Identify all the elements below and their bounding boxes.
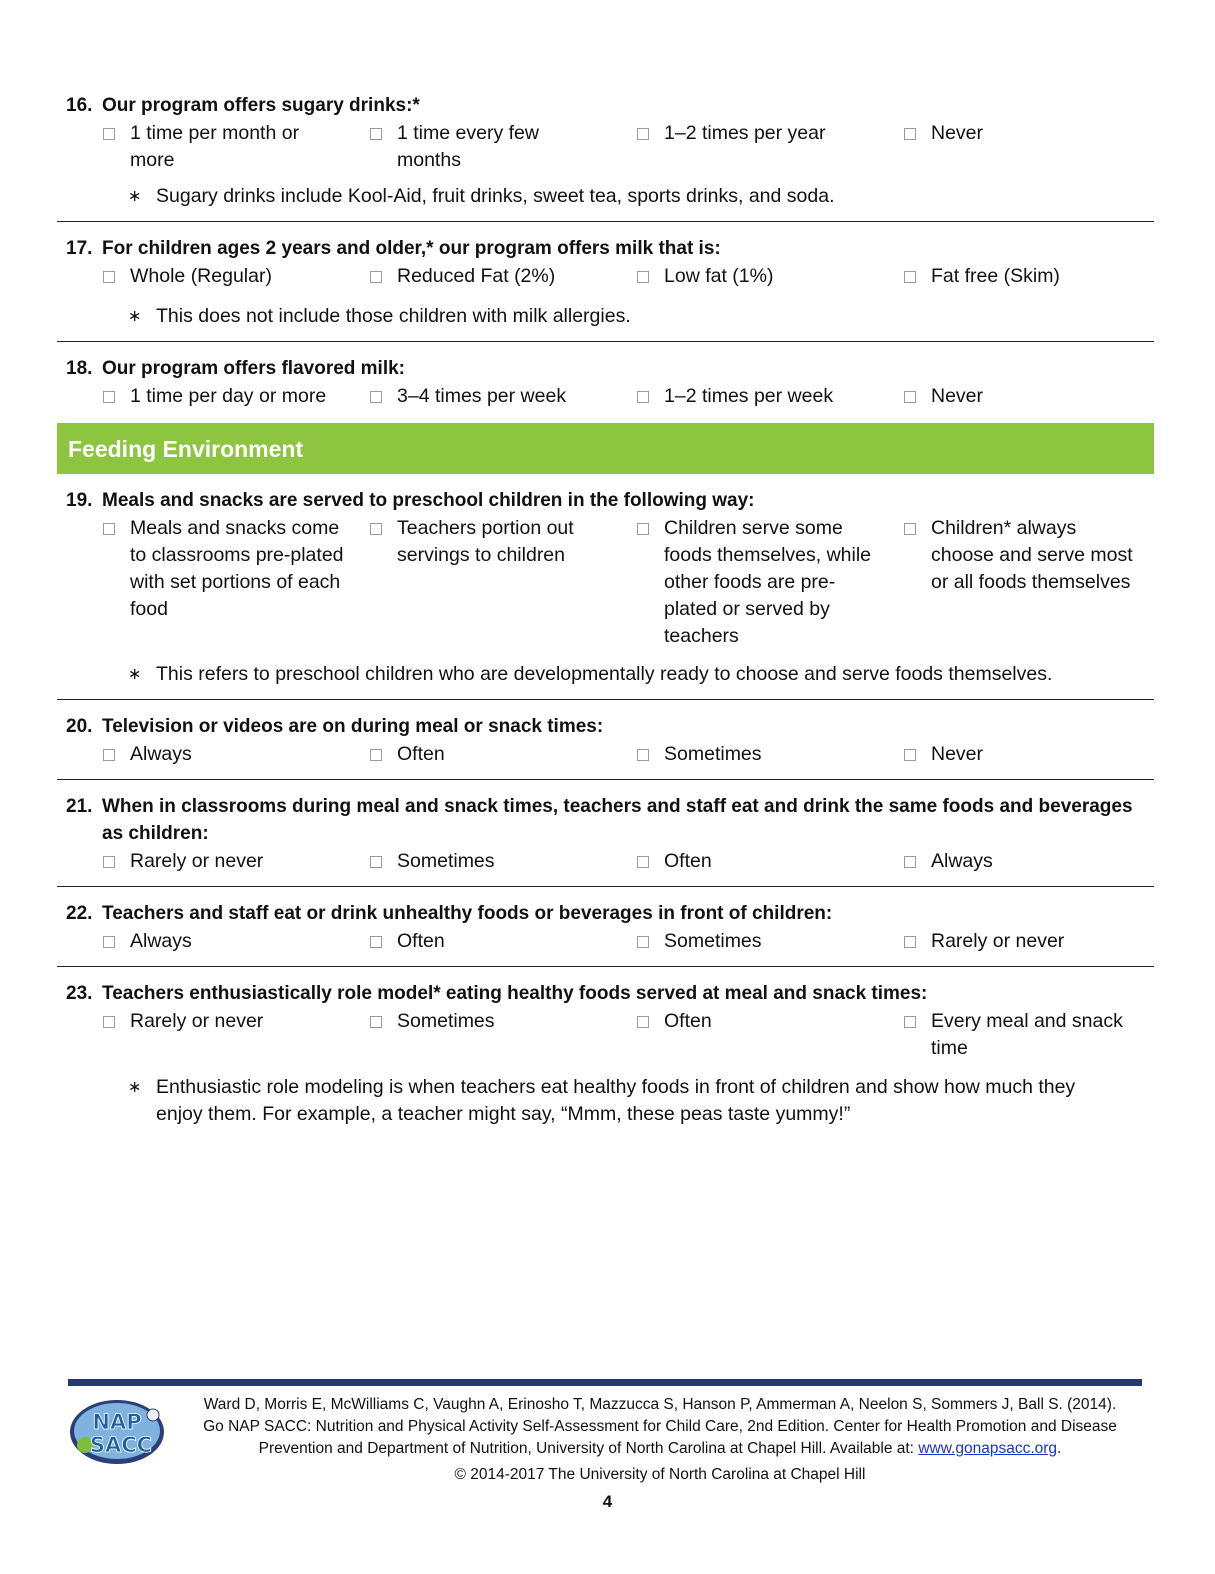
- section-header-bar: [57, 423, 1154, 474]
- question-number: 16.: [66, 95, 93, 116]
- divider: [57, 966, 1154, 967]
- q21-option-3[interactable]: Often: [637, 848, 712, 875]
- q19-option-3[interactable]: Children serve some foods themselves, while other foods are pre-plated or served by teachers: [637, 515, 880, 650]
- q18-option-2[interactable]: 3–4 times per week: [370, 383, 566, 410]
- q20-option-4[interactable]: Never: [904, 741, 983, 768]
- copyright: © 2014-2017 The University of North Carolina at Chapel Hill: [454, 1466, 866, 1483]
- checkbox[interactable]: [637, 936, 649, 948]
- checkbox[interactable]: [637, 856, 649, 868]
- page-number: 4: [602, 1492, 613, 1511]
- question-21-title-cont: as children:: [102, 823, 209, 844]
- checkbox[interactable]: [904, 523, 916, 535]
- checkbox[interactable]: [904, 391, 916, 403]
- q22-option-1[interactable]: Always: [103, 928, 192, 955]
- q19-option-2[interactable]: Teachers portion out servings to children: [370, 515, 593, 569]
- divider: [57, 221, 1154, 222]
- question-18-title: 18. Our program offers flavored milk:: [66, 358, 406, 379]
- citation-line-2: Go NAP SACC: Nutrition and Physical Activity Self-Assessment for Child Care, 2nd Edition. Center for Health Promotion and Disease: [203, 1418, 1117, 1435]
- q17-option-4[interactable]: Fat free (Skim): [904, 263, 1060, 290]
- checkbox[interactable]: [103, 271, 115, 283]
- question-text: Our program offers sugary drinks:*: [102, 95, 420, 116]
- checkbox[interactable]: [370, 749, 382, 761]
- checkbox[interactable]: [103, 936, 115, 948]
- q18-option-1[interactable]: 1 time per day or more: [103, 383, 326, 410]
- q21-option-1[interactable]: Rarely or never: [103, 848, 263, 875]
- checkbox[interactable]: [103, 749, 115, 761]
- q19-option-4[interactable]: Children* always choose and serve most or all foods themselves: [904, 515, 1143, 596]
- checkbox[interactable]: [637, 523, 649, 535]
- website-link[interactable]: www.gonapsacc.org: [918, 1440, 1058, 1457]
- q16-option-1[interactable]: 1 time per month or more: [103, 120, 343, 174]
- nap-sacc-logo-icon: [69, 1395, 169, 1467]
- checkbox[interactable]: [103, 523, 115, 535]
- checkbox[interactable]: [370, 391, 382, 403]
- logo-text-2: SACC: [89, 1433, 153, 1457]
- checkbox[interactable]: [370, 128, 382, 140]
- q16-option-3[interactable]: 1–2 times per year: [637, 120, 887, 147]
- question-22-title: 22. Teachers and staff eat or drink unhealthy foods or beverages in front of children:: [66, 903, 833, 924]
- logo-text-1: NAP: [92, 1410, 142, 1434]
- q23-option-3[interactable]: Often: [637, 1008, 712, 1035]
- q18-option-4[interactable]: Never: [904, 383, 983, 410]
- q17-option-3[interactable]: Low fat (1%): [637, 263, 773, 290]
- checkbox[interactable]: [370, 271, 382, 283]
- checkbox[interactable]: [637, 391, 649, 403]
- q22-option-3[interactable]: Sometimes: [637, 928, 762, 955]
- checkbox[interactable]: [637, 749, 649, 761]
- question-19-title: 19. Meals and snacks are served to preschool children in the following way:: [66, 490, 755, 511]
- citation-line-1: Ward D, Morris E, McWilliams C, Vaughn A, Erinosho T, Mazzucca S, Hanson P, Ammerman A, Neelon S, Sommers J, Ball S. (2014).: [203, 1396, 1117, 1413]
- q17-option-2[interactable]: Reduced Fat (2%): [370, 263, 555, 290]
- citation-line-3: Prevention and Department of Nutrition, University of North Carolina at Chapel Hill. Available at: www.gonapsacc.org.: [258, 1440, 1062, 1457]
- checkbox[interactable]: [904, 128, 916, 140]
- checkbox[interactable]: [637, 128, 649, 140]
- q16-option-2[interactable]: 1 time every few months: [370, 120, 610, 174]
- q21-option-2[interactable]: Sometimes: [370, 848, 495, 875]
- q23-note: ∗ Enthusiastic role modeling is when teachers eat healthy foods in front of children and show how much they enjoy them. For example, a teacher might say, “Mmm, these peas taste yummy!”: [128, 1076, 1076, 1125]
- checkbox[interactable]: [637, 271, 649, 283]
- divider: [57, 341, 1154, 342]
- question-17-title: 17. For children ages 2 years and older,* our program offers milk that is:: [66, 238, 721, 259]
- checkbox[interactable]: [370, 523, 382, 535]
- section-title: Feeding Environment: [68, 436, 304, 462]
- checkbox[interactable]: [904, 749, 916, 761]
- q22-option-2[interactable]: Often: [370, 928, 445, 955]
- footer-rule: [68, 1379, 1142, 1386]
- q17-note: ∗ This does not include those children with milk allergies.: [128, 305, 631, 327]
- checkbox[interactable]: [103, 128, 115, 140]
- question-23-title: 23. Teachers enthusiastically role model* eating healthy foods served at meal and snack times:: [66, 983, 928, 1004]
- checkbox[interactable]: [370, 856, 382, 868]
- checkbox[interactable]: [103, 856, 115, 868]
- q20-option-3[interactable]: Sometimes: [637, 741, 762, 768]
- checkbox[interactable]: [904, 936, 916, 948]
- checkbox[interactable]: [904, 1016, 916, 1028]
- divider: [57, 779, 1154, 780]
- q18-option-3[interactable]: 1–2 times per week: [637, 383, 833, 410]
- q16-note: ∗ Sugary drinks include Kool-Aid, fruit drinks, sweet tea, sports drinks, and soda.: [128, 185, 835, 207]
- citation: [178, 1394, 1142, 1460]
- checkbox[interactable]: [370, 936, 382, 948]
- q23-option-2[interactable]: Sometimes: [370, 1008, 495, 1035]
- question-16-title: [66, 92, 420, 119]
- checkbox[interactable]: [904, 856, 916, 868]
- q22-option-4[interactable]: Rarely or never: [904, 928, 1064, 955]
- q16-option-4[interactable]: Never: [904, 120, 1144, 147]
- question-20-title: 20. Television or videos are on during meal or snack times:: [66, 716, 604, 737]
- q19-note: ∗ This refers to preschool children who are developmentally ready to choose and serve foods themselves.: [128, 663, 1053, 685]
- checkbox[interactable]: [904, 271, 916, 283]
- q19-option-1[interactable]: Meals and snacks come to classrooms pre-plated with set portions of each food: [103, 515, 346, 623]
- question-21-title: 21. When in classrooms during meal and snack times, teachers and staff eat and drink the same foods and beverages: [66, 796, 1133, 817]
- q20-option-1[interactable]: Always: [103, 741, 192, 768]
- checkbox[interactable]: [370, 1016, 382, 1028]
- q17-option-1[interactable]: Whole (Regular): [103, 263, 272, 290]
- q23-option-4[interactable]: Every meal and snack time: [904, 1008, 1136, 1062]
- q21-option-4[interactable]: Always: [904, 848, 993, 875]
- divider: [57, 886, 1154, 887]
- checkbox[interactable]: [103, 391, 115, 403]
- divider: [57, 699, 1154, 700]
- q20-option-2[interactable]: Often: [370, 741, 445, 768]
- checkbox[interactable]: [103, 1016, 115, 1028]
- q23-option-1[interactable]: Rarely or never: [103, 1008, 263, 1035]
- checkbox[interactable]: [637, 1016, 649, 1028]
